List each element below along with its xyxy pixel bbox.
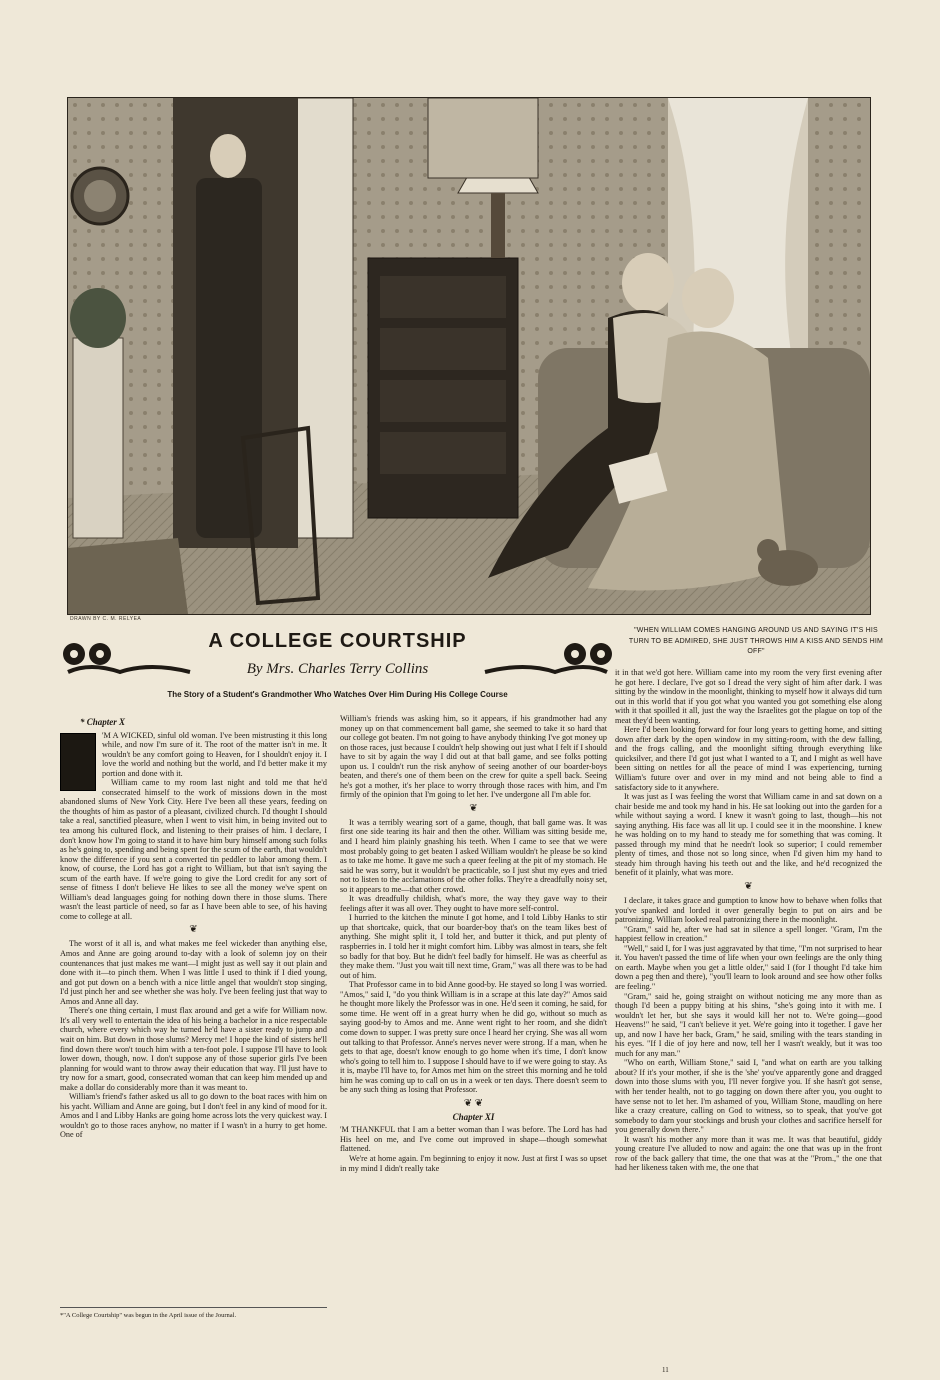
drop-cap-ornament <box>60 733 96 791</box>
paragraph: William's friends was asking him, so it appears, if his grandmother had any money up on that commencement ball game, she seemed to take it so hard that our college got beaten. I'm not going to have anybody thinking I've got money up on those races, just because I couldn't help showing out just what I felt if I should have to sit by again the way I did out at that ball game, and see folks potting upon us. I couldn't run the risk anyhow of seeing another of our boarder-boys beaten, and there's one of them been on the crew for quite a spell back. Seeing he's got a mother, it's her place to worry through those races with him, and I'm firmly of the opinion that I'm going to let her. I've undergone all I'm able for. <box>340 714 607 800</box>
text-column-1 <box>60 714 327 1140</box>
section-ornament: ❦ ❦ <box>463 1097 484 1109</box>
section-ornament: ❦ <box>744 881 753 893</box>
paragraph: I hurried to the kitchen the minute I got home, and I told Libby Hanks to stir up that shortcake, quick, that our boarder-boy that's on the team likes best of anything. She might split it, I told her, and butter it thick, and put plenty of raspberries in. I told her it might comfort him. Libby was almost in tears, she felt so badly for that boy. But he didn't feel badly for himself. He was as cheerful as they make them. "Just you wait till next time, Gram," was all there was to be had out of him. <box>340 913 607 980</box>
paragraph: "Well," said I, for I was just aggravated by that time, "I'm not surprised to hear it. You haven't passed the time of life when your own feelings are the only thing on earth. Maybe when you get a little older," said I (for I thought I'd take him down a peg then and there), "you'll learn to look around and see how other folks are feeling." <box>615 943 882 991</box>
paragraph: There's one thing certain, I must flax around and get a wife for William now. It's all very well to entertain the idea of his being a bachelor in a nice respectable church, where every which way he turned he'd have a sister ready to jump and wait on him. But down in those slums? Mercy me! I hope the kind of sisters he'll find down there won't touch him with a ten-foot pole. I suppose I'll have to look lower down, though, now. I don't suppose any of those superior girls I've been planning for would want to throw away their education that way. I'll just have to try now for a smart, good, consecrated woman that can keep him mended up and make a dollar do considerably more than it was meant to. <box>60 1006 327 1092</box>
section-ornament: ❦ <box>469 802 478 814</box>
paragraph: William's friend's father asked us all to go down to the boat races with him on his yacht. William and Anne are going, but I don't feel in any kind of mood for it. Amos and I and Libby Hanks are going home across lots the very quickest way. I wouldn't go to those races anyhow, no matter if I wasn't in a hurry to get home. One of <box>60 1092 327 1140</box>
paragraph: it in that we'd got here. William came into my room the very first evening after he got here. I declare, I've got so I dread the very sight of him after dark. I was sitting by the window in the moonlight, thinking to myself how it always did turn out in this world that if you got what you wanted you got something else along with it that spoilled it all, just the way the Israelites got the plague on top of the meat they'd been wanting. <box>615 668 882 725</box>
text-column-3 <box>615 668 882 1173</box>
footnote: *"A College Courtship" was begun in the April issue of the Journal. <box>60 1307 327 1320</box>
paragraph: 'M A WICKED, sinful old woman. I've been mistrusting it this long while, and now I'm sure of it. The root of the matter isn't in me. It wouldn't be any comfort going to Heaven, for I shouldn't enjoy it. I love the world and nothing but the world, and I'd better make it my portion and done with it. <box>102 730 327 778</box>
page-number: 11 <box>662 1366 669 1374</box>
paragraph: It wasn't his mother any more than it was me. It was that beautiful, giddy young creature I've alluded to now and again: the one that was up in the front row of the back gallery that time, the one that was at the "Prom.," the one that had her likeness taken with me, the one that <box>615 1134 882 1173</box>
paragraph: 'M THANKFUL that I am a better woman than I was before. The Lord has had His heel on me, and I've come out improved in shape—though somewhat flattened. <box>340 1125 607 1154</box>
paragraph: Here I'd been looking forward for four long years to getting home, and sitting down after dark by the open window in my sitting-room, with the dew falling, and the frogs calling, and the moonlight sifting through everything like quicksilver, and there I'd got just what I wanted to a T, and I might as well have been sitting on nettles for all the peace of mind I was experiencing, turning William's future over and over in my mind and not being able to find a satisfactory side to it anywhere. <box>615 725 882 792</box>
article-byline: By Mrs. Charles Terry Collins <box>246 661 429 677</box>
paragraph: It was just as I was feeling the worst that William came in and sat down on a chair beside me and took my hand in his. He sat looking out into the garden for a while without saying a word. I knew it wasn't going to last, though—his not saying anything. His face was all lit up. I could see it in the moonshine. I knew he was holding on to my hand to steady me for something that was coming. It passed through my mind that he needn't look so superior; I could remember plenty of times, and those not so long since, when I'd given him my hand to steady him through having his teeth out and the like, and he'd recognized the benefit of it plainly, what was more. <box>615 792 882 878</box>
paragraph: I declare, it takes grace and gumption to know how to behave when folks that you've spanked and lorded it over generally begin to put on airs and be patronizing. William looked real patronizing there in the moonlight. <box>615 896 882 925</box>
chapter-heading: Chapter XI <box>452 1111 495 1122</box>
article-illustration <box>67 97 871 615</box>
text-column-2 <box>340 714 607 1173</box>
article-title: A COLLEGE COURTSHIP <box>208 630 467 652</box>
paragraph: It was a terribly wearing sort of a game, though, that ball game was. It was first one side tearing its hair and then the other. William was sitting beside me, and I heard him plainly gnashing his teeth. When I came to see that we were most probably going to get beaten I asked William wouldn't he please be so kind as to take me home. It gave me such a queer feeling at the pit of my stomach. He said he was sorry, but it wouldn't be practicable, so I just shut my eyes and tried not to listen to the acclamations of the other folks. They're a dreadfully noisy set, so it appears to me—that other crowd. <box>340 817 607 894</box>
paragraph: William came to my room last night and told me that he'd consecrated himself to the work of missions down in the most abandoned slums of New York City. Here I've been all these years, feeding on the thoughts of him as pastor of a pleasant, civilized church. I'd thought I should take a real, sanctified pleasure, when I went to visit him, in being invited out to tea among his cultured flock, and listening to their praises of him. I declare, I don't know how I'm going to stand it to have him bury himself among such folks as he's going to, spending and being spent for the scum of the earth, that wouldn't know the difference if you sent a converted tin peddler to labor among them. I know, of course, the Lord has got a right to William, but that isn't saying the scum of the earth have. If we're going to give the Lord credit for any sort of sense of fitness I don't believe He likes to see all the money we've spent on William's dead languages going for nothing down there in those slums. There wasn't the least particle of need, so far as I have been able to see, of his having come to college at all. <box>60 778 327 921</box>
paragraph: "Gram," said he, after we had sat in silence a spell longer. "Gram, I'm the happiest fellow in creation." <box>615 924 882 944</box>
paragraph: It was dreadfully childish, what's more, the way they gave way to their feelings after it was all over. They ought to have more self-control. <box>340 894 607 913</box>
illustration-caption: "WHEN WILLIAM COMES HANGING AROUND US AND SAYING IT'S HIS TURN TO BE ADMIRED, SHE JUST THROWS HIM A KISS AND SENDS HIM OFF" <box>628 627 884 655</box>
section-ornament: ❦ <box>189 924 198 936</box>
chapter-heading: * Chapter X <box>80 717 126 727</box>
paragraph: The worst of it all is, and what makes me feel wickeder than anything else, Amos and Anne are going around to-day with a look of solemn joy on their countenances that just makes me want—I might just as well say it out plain and done with it—to pinch them. When I was little I used to think if I died young, and got put down on a bench with a nice little angel that wouldn't stop singing, I'd just pinch her and see whether she was holy. I've been feeling just that way to Amos and Anne all day. <box>60 939 327 1006</box>
paragraph: We're at home again. I'm beginning to enjoy it now. Just at first I was so upset in my mind I didn't really take <box>340 1153 607 1173</box>
paragraph: That Professor came in to bid Anne good-by. He stayed so long I was worried. "Amos," said I, "do you think William is in a scrape at this late day?" Amos said he thought more likely the Professor was in one. He'd seen it coming, he said, for some time. He went off in a great hurry when he did go, without so much as saying good-by to Amos and me. Anne went right to her room, and she didn't come down to supper. I was pretty sure once I heard her crying. She was all worn out talking to that Professor. Anne's nerves never were strong. If a man, when he gets to that age, doesn't know enough to go home when it's time, I don't know who's going to tell him to. I suppose I should have to if we were going to stay. As it is, maybe I'll have to, for Amos met him on the street this morning and he told him he was coming up to call on us in a week or ten days. There doesn't seem to be any such thing as losing that Professor. <box>340 980 607 1095</box>
paragraph: "Gram," said he, going straight on without noticing me any more than as though I'd been a puppy biting at his shins, "she's going into it with me. I wouldn't let her, but she says it would kill her not to. We're going—good Heavens!" he said, "I can't believe it yet. We're going into it together. I gave her up, and now I have her back, Gram," he said, smiling with the tears standing in his eyes. "If I die of joy here and now, tell her I wasn't weakly, but it was too much for any man." <box>615 991 882 1058</box>
article-subtitle: The Story of a Student's Grandmother Who Watches Over Him During His College Course <box>167 690 508 699</box>
paragraph: "Who on earth, William Stone," said I, "and what on earth are you talking about? If it's your mother, if she is the 'she' you've apparently gone and dragged down into those slums with you, I'll never forgive you. If she hasn't got sense, with her tender health, not to go tagging on down there after you, you ought to have sense not to let her. I'm ashamed of you, William Stone, maudling on here like a crazy creature, calling on God to witness, so to speak, that you've got somebody to darn your stockings and brush your clothes and sacrifice herself for you generally down there." <box>615 1058 882 1135</box>
illustration-credit: DRAWN BY C. M. RELYEA <box>70 616 142 622</box>
